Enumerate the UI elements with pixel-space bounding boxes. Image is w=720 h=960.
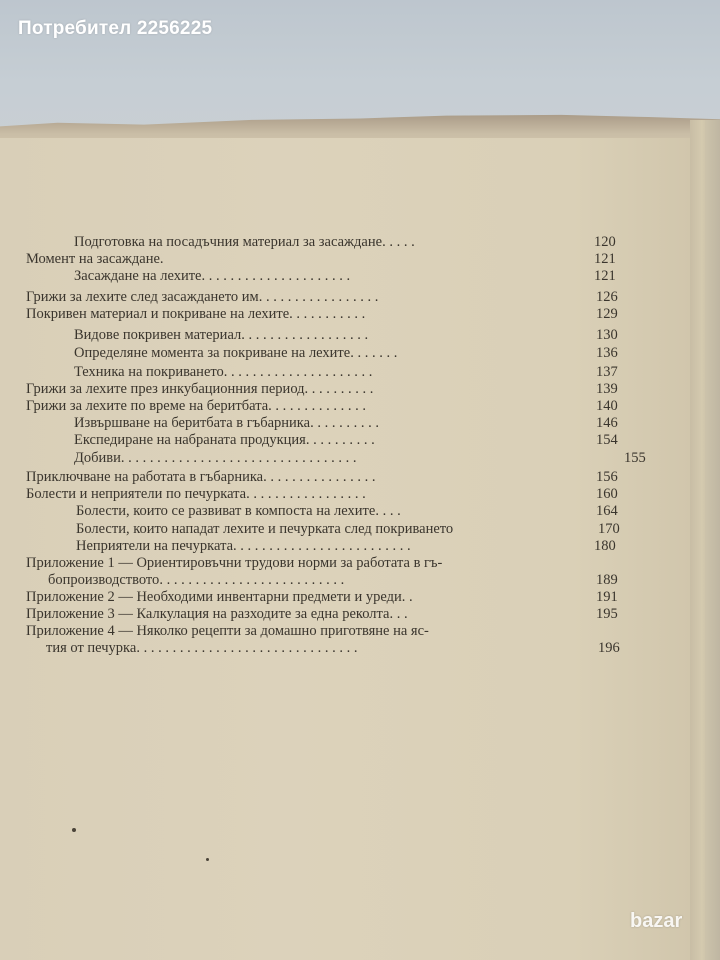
toc-entry: Определяне момента за покриване на лехите. . . . . . . 136 [74, 345, 618, 361]
toc-entry: Добиви. . . . . . . . . . . . . . . . . . . . . . . . . . . . . . . . . 155 [74, 450, 646, 466]
toc-entry: Болести, които нападат лехите и печурката след покриването 170 [76, 521, 620, 537]
toc-entry: Приложение 1 — Ориентировъчни трудови норми за работата в гъ- [26, 555, 443, 571]
toc-entry: бопроизводството. . . . . . . . . . . . . . . . . . . . . . . . . . 189 [48, 572, 618, 588]
toc-entry: Момент на засаждане. 121 [26, 251, 616, 267]
toc-entry: Засаждане на лехите. . . . . . . . . . . . . . . . . . . . . 121 [74, 268, 616, 284]
ink-spot [72, 828, 76, 832]
toc-entry: Грижи за лехите през инкубационния период. . . . . . . . . . 139 [26, 381, 618, 397]
toc-entry: Приложение 3 — Калкулация на разходите за една реколта. . . 195 [26, 606, 618, 622]
toc-entry: Грижи за лехите след засаждането им. . . . . . . . . . . . . . . . . 126 [26, 289, 618, 305]
toc-entry: Болести и неприятели по печурката. . . . . . . . . . . . . . . . . 160 [26, 486, 618, 502]
toc-entry: Покривен материал и покриване на лехите. . . . . . . . . . . 129 [26, 306, 618, 322]
toc-entry: Приложение 4 — Няколко рецепти за домашно приготвяне на яс- [26, 623, 429, 639]
toc-entry: Извършване на беритбата в гъбарника. . . . . . . . . . 146 [74, 415, 618, 431]
toc-entry: Грижи за лехите по време на беритбата. . . . . . . . . . . . . . 140 [26, 398, 618, 414]
ink-spot [206, 858, 209, 861]
toc-entry: Техника на покриването. . . . . . . . . . . . . . . . . . . . . 137 [74, 364, 618, 380]
toc-entry: Видове покривен материал. . . . . . . . . . . . . . . . . . 130 [74, 327, 618, 343]
toc-entry: Експедиране на набраната продукция. . . . . . . . . . 154 [74, 432, 618, 448]
bazar-logo: bazar [630, 910, 683, 932]
toc-entry: Болести, които се развиват в компоста на лехите. . . . 164 [76, 503, 618, 519]
user-watermark: Потребител 2256225 [18, 18, 213, 39]
toc-entry: тия от печурка. . . . . . . . . . . . . . . . . . . . . . . . . . . . . . . 196 [46, 640, 620, 656]
toc-entry: Подготовка на посадъчния материал за засаждане. . . . . 120 [74, 234, 616, 250]
toc-entry: Неприятели на печурката. . . . . . . . . . . . . . . . . . . . . . . . . 180 [76, 538, 616, 554]
toc-entry: Приложение 2 — Необходими инвентарни предмети и уреди. . 191 [26, 589, 618, 605]
toc-entry: Приключване на работата в гъбарника. . . . . . . . . . . . . . . . 156 [26, 469, 618, 485]
